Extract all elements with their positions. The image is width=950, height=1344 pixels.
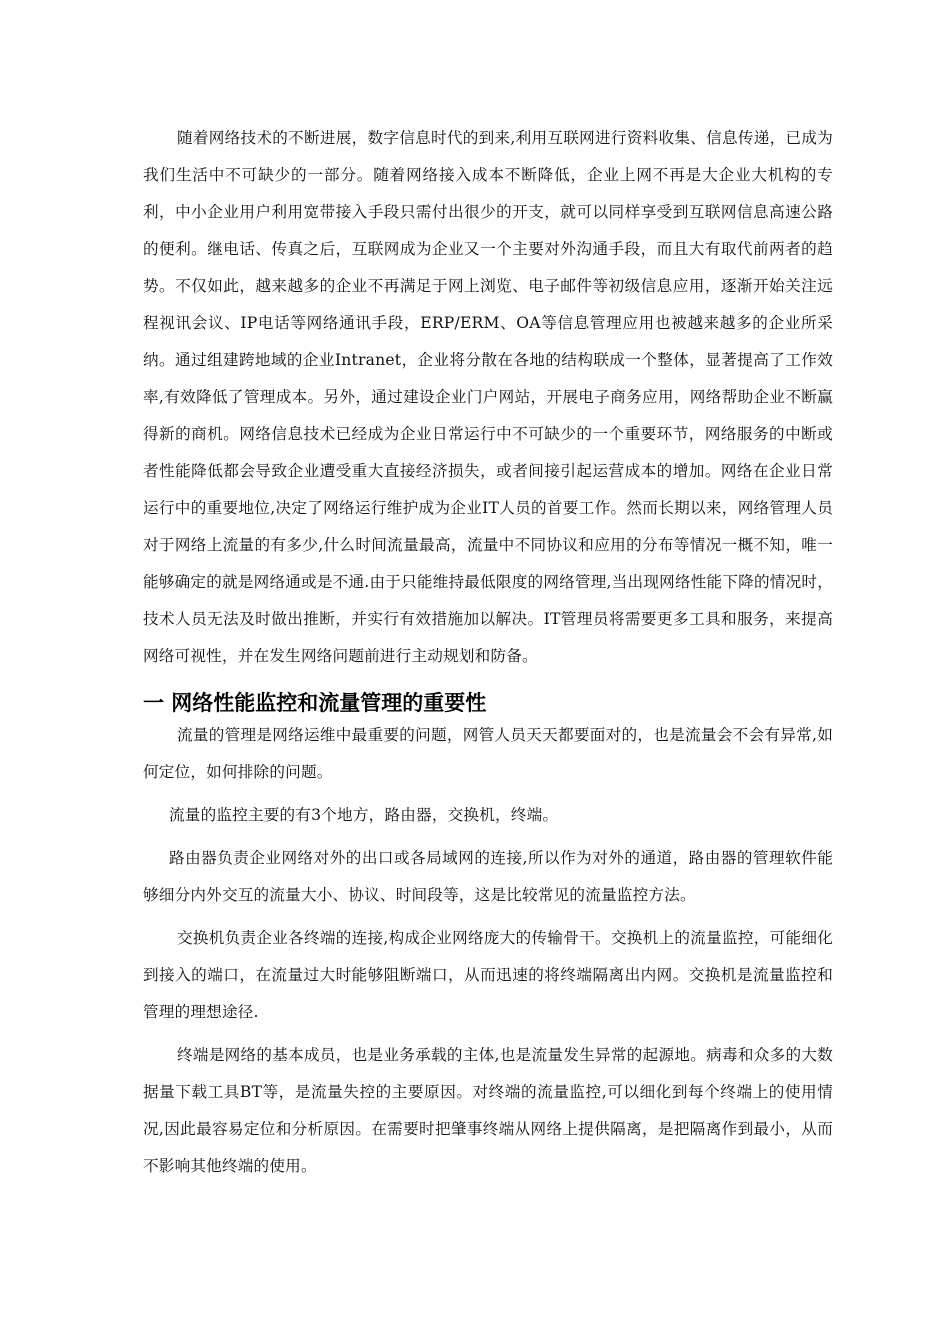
section-heading: 一 网络性能监控和流量管理的重要性	[143, 691, 487, 715]
document-page	[143, 120, 833, 1185]
section-body	[143, 717, 833, 1185]
section-paragraph-5: 终端是网络的基本成员，也是业务承载的主体,也是流量发生异常的起源地。病毒和众多的大数据量下载工具BT等，是流量失控的主要原因。对终端的流量监控,可以细化到每个终端上的使用情况,因此最容易定位和分析原因。在需要时把肇事终端从网络上提供隔离，是把隔离作到最小，从而不影响其他终端的使用。	[143, 1046, 833, 1175]
section-paragraph-3: 路由器负责企业网络对外的出口或各局域网的连接,所以作为对外的通道，路由器的管理软件能够细分内外交互的流量大小、协议、时间段等，这是比较常见的流量监控方法。	[143, 849, 833, 904]
section-paragraph-1: 流量的管理是网络运维中最重要的问题，网管人员天天都要面对的，也是流量会不会有异常,如何定位，如何排除的问题。	[143, 726, 833, 781]
section-paragraph-2: 流量的监控主要的有3个地方，路由器，交换机，终端。	[169, 806, 559, 824]
section-paragraph-4: 交换机负责企业各终端的连接,构成企业网络庞大的传输骨干。交换机上的流量监控，可能细化到接入的端口，在流量过大时能够阻断端口，从而迅速的将终端隔离出内网。交换机是流量监控和管理的理想途径.	[143, 929, 833, 1021]
intro-paragraph: 随着网络技术的不断进展，数字信息时代的到来,利用互联网进行资料收集、信息传递，已成为我们生活中不可缺少的一部分。随着网络接入成本不断降低，企业上网不再是大企业大机构的专利，中小企业用户利用宽带接入手段只需付出很少的开支，就可以同样享受到互联网信息高速公路的便利。继电话、传真之后，互联网成为企业又一个主要对外沟通手段，而且大有取代前两者的趋势。不仅如此，越来越多的企业不再满足于网上浏览、电子邮件等初级信息应用，逐渐开始关注远程视讯会议、IP电话等网络通讯手段，ERP/ERM、OA等信息管理应用也被越来越多的企业所采纳。通过组建跨地域的企业Intranet，企业将分散在各地的结构联成一个整体，显著提高了工作效率,有效降低了管理成本。另外，通过建设企业门户网站，开展电子商务应用，网络帮助企业不断赢得新的商机。网络信息技术已经成为企业日常运行中不可缺少的一个重要环节，网络服务的中断或者性能降低都会导致企业遭受重大直接经济损失，或者间接引起运营成本的增加。网络在企业日常运行中的重要地位,决定了网络运行维护成为企业IT人员的首要工作。然而长期以来，网络管理人员对于网络上流量的有多少,什么时间流量最高，流量中不同协议和应用的分布等情况一概不知，唯一能够确定的就是网络通或是不通.由于只能维持最低限度的网络管理,当出现网络性能下降的情况时，技术人员无法及时做出推断，并实行有效措施加以解决。IT管理员将需要更多工具和服务，来提高网络可视性，并在发生网络问题前进行主动规划和防备。	[143, 129, 833, 665]
